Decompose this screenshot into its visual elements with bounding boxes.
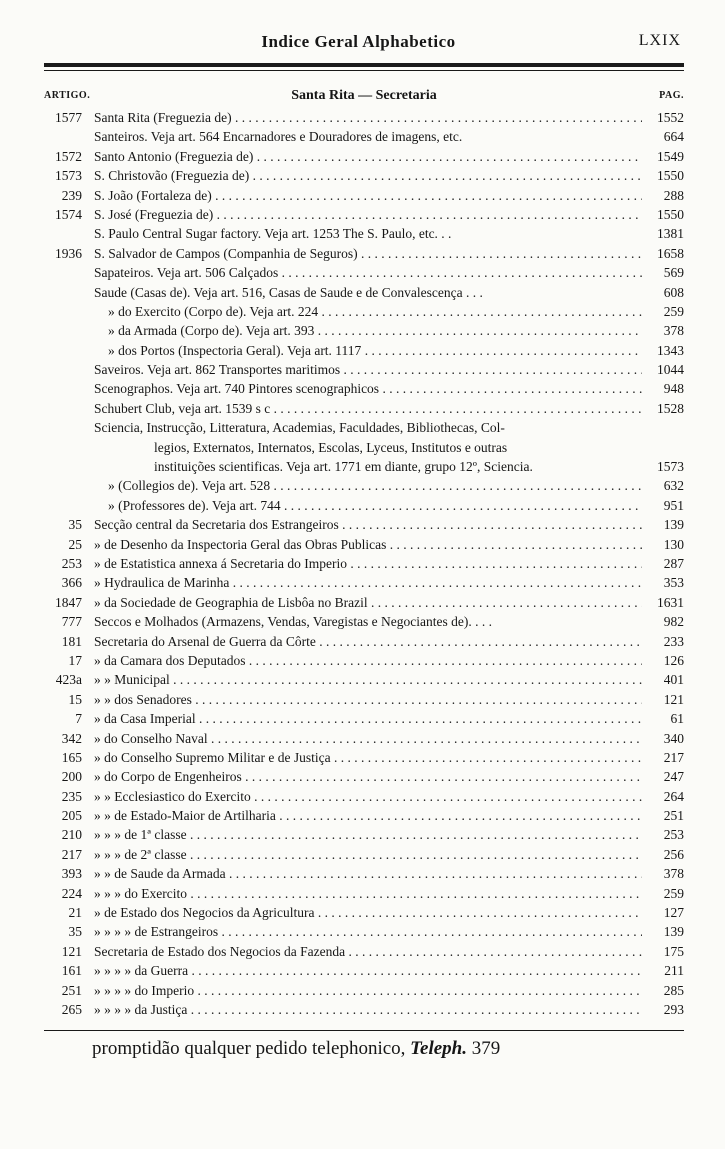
row-article-number: 7 bbox=[75, 711, 82, 727]
footer-text: promptidão qualquer pedido telephonico, bbox=[92, 1038, 406, 1059]
row-entry-text: » do Exercito (Corpo de). Veja art. 224 . . . bbox=[94, 302, 642, 321]
row-entry-text: » do Corpo de Engenheiros . . . bbox=[94, 767, 642, 786]
index-row bbox=[44, 806, 684, 825]
row-page-number: 982 bbox=[663, 614, 684, 630]
row-entry-text: » de Estatistica annexa á Secretaria do Imperio . . . bbox=[94, 554, 642, 573]
index-row bbox=[44, 864, 684, 883]
section-title: Santa Rita — Secretaria bbox=[291, 88, 437, 103]
header-rule-thick bbox=[44, 63, 684, 67]
index-row bbox=[44, 302, 684, 321]
index-row bbox=[44, 612, 684, 631]
row-page-number: 1550 bbox=[657, 206, 684, 222]
row-article-number: 15 bbox=[68, 691, 82, 707]
row-page-number: 259 bbox=[663, 303, 684, 319]
row-page-number: 1044 bbox=[657, 362, 684, 378]
row-page-number: 253 bbox=[663, 827, 684, 843]
index-row bbox=[44, 845, 684, 864]
row-page-number: 1552 bbox=[657, 110, 684, 125]
page-number: LXIX bbox=[638, 32, 681, 49]
row-page-number: 948 bbox=[663, 381, 684, 397]
row-page-number: 401 bbox=[663, 672, 684, 688]
row-entry-text: » » » do Exercito . . . bbox=[94, 884, 642, 903]
row-entry-text: » de Desenho da Inspectoria Geral das Obras Publicas . . . bbox=[94, 535, 642, 554]
index-row bbox=[44, 748, 684, 767]
row-page-number: 139 bbox=[663, 924, 684, 940]
row-entry-text: » » » » do Imperio . . . bbox=[94, 981, 642, 1000]
index-row bbox=[44, 651, 684, 670]
index-row bbox=[44, 942, 684, 961]
row-entry-text: S. Salvador de Campos (Companhia de Seguros) . . . bbox=[94, 244, 642, 263]
row-page-number: 951 bbox=[663, 497, 684, 513]
row-article-number: 393 bbox=[61, 866, 82, 882]
index-row bbox=[44, 767, 684, 786]
row-page-number: 175 bbox=[663, 943, 684, 959]
row-entry-text: Seccos e Molhados (Armazens, Vendas, Varegistas e Negociantes de). . . . bbox=[94, 614, 493, 630]
row-article-number: 1572 bbox=[55, 148, 82, 164]
row-page-number: 264 bbox=[663, 788, 684, 804]
row-article-number: 777 bbox=[61, 614, 82, 630]
row-page-number: 1528 bbox=[657, 400, 684, 416]
row-entry-text: » (Collegios de). Veja art. 528 . . . bbox=[94, 476, 642, 495]
row-entry-text: S. João (Fortaleza de) . . . bbox=[94, 186, 642, 205]
column-headings bbox=[44, 88, 684, 108]
row-page-number: 664 bbox=[663, 129, 684, 145]
index-row bbox=[44, 709, 684, 728]
row-page-number: 126 bbox=[663, 652, 684, 668]
row-article-number: 35 bbox=[68, 517, 82, 533]
row-entry-text: S. Christovão (Freguezia de) . . . bbox=[94, 166, 642, 185]
index-row bbox=[44, 205, 684, 224]
row-article-number: 121 bbox=[61, 943, 82, 959]
row-page-number: 378 bbox=[663, 866, 684, 882]
row-entry-text: Santa Rita (Freguezia de) . . . bbox=[94, 108, 642, 127]
row-page-number: 340 bbox=[663, 730, 684, 746]
index-row bbox=[44, 729, 684, 748]
index-row bbox=[44, 108, 684, 127]
row-article-number: 35 bbox=[68, 924, 82, 940]
row-entry-text: » » dos Senadores . . . bbox=[94, 690, 642, 709]
row-entry-text: Schubert Club, veja art. 1539 s c . . . bbox=[94, 399, 642, 418]
row-article-number: 1577 bbox=[55, 110, 82, 125]
row-article-number: 217 bbox=[61, 846, 82, 862]
row-entry-text: S. José (Freguezia de) . . . bbox=[94, 205, 642, 224]
row-entry-text: » » » » de Estrangeiros . . . bbox=[94, 922, 642, 941]
row-entry-text: Santo Antonio (Freguezia de) . . . bbox=[94, 147, 642, 166]
row-page-number: 251 bbox=[663, 808, 684, 824]
row-entry-text: » Hydraulica de Marinha . . . bbox=[94, 573, 642, 592]
row-article-number: 165 bbox=[61, 749, 82, 765]
row-page-number: 287 bbox=[663, 555, 684, 571]
row-entry-text: » » de Saude da Armada . . . bbox=[94, 864, 642, 883]
row-article-number: 1936 bbox=[55, 245, 82, 261]
row-page-number: 288 bbox=[663, 187, 684, 203]
row-entry-text: » da Sociedade de Geographia de Lisbôa no Brazil . . . bbox=[94, 593, 642, 612]
index-row bbox=[44, 418, 684, 437]
row-page-number: 256 bbox=[663, 846, 684, 862]
running-head bbox=[36, 32, 681, 58]
row-article-number: 253 bbox=[61, 555, 82, 571]
row-page-number: 1550 bbox=[657, 168, 684, 184]
row-entry-text: legios, Externatos, Internatos, Escolas, Lyceus, Institutos e outras bbox=[154, 439, 508, 455]
index-row bbox=[44, 884, 684, 903]
row-page-number: 121 bbox=[663, 691, 684, 707]
row-page-number: 353 bbox=[663, 575, 684, 591]
index-row bbox=[44, 379, 684, 398]
row-entry-text: Scenographos. Veja art. 740 Pintores scenographicos . . . bbox=[94, 379, 642, 398]
row-page-number: 608 bbox=[663, 284, 684, 300]
index-row bbox=[44, 593, 684, 612]
index-row bbox=[44, 961, 684, 980]
row-entry-text: » dos Portos (Inspectoria Geral). Veja art. 1117 . . . bbox=[94, 341, 642, 360]
row-entry-text: » » » de 2ª classe . . . bbox=[94, 845, 642, 864]
index-row bbox=[44, 922, 684, 941]
index-row bbox=[44, 360, 684, 379]
index-row bbox=[44, 903, 684, 922]
row-article-number: 161 bbox=[61, 963, 82, 979]
row-page-number: 139 bbox=[663, 517, 684, 533]
row-entry-text: Secretaria de Estado dos Negocios da Fazenda . . . bbox=[94, 942, 642, 961]
index-row bbox=[44, 825, 684, 844]
row-entry-text: instituições scientificas. Veja art. 1771 em diante, grupo 12º, Sciencia. bbox=[154, 459, 533, 475]
row-page-number: 259 bbox=[663, 885, 684, 901]
row-entry-text: » do Conselho Supremo Militar e de Justiça . . . bbox=[94, 748, 642, 767]
row-page-number: 1343 bbox=[657, 342, 684, 358]
index-entries bbox=[44, 108, 684, 1019]
row-entry-text: Secretaria do Arsenal de Guerra da Côrte . . . bbox=[94, 632, 642, 651]
row-article-number: 21 bbox=[68, 905, 82, 921]
index-row bbox=[44, 515, 684, 534]
row-article-number: 366 bbox=[61, 575, 82, 591]
row-page-number: 1573 bbox=[657, 459, 684, 475]
row-page-number: 1381 bbox=[657, 226, 684, 242]
row-entry-text: Secção central da Secretaria dos Estrangeiros . . . bbox=[94, 515, 642, 534]
row-page-number: 127 bbox=[663, 905, 684, 921]
index-row bbox=[44, 457, 684, 476]
index-row bbox=[44, 127, 684, 146]
row-article-number: 342 bbox=[61, 730, 82, 746]
row-page-number: 61 bbox=[670, 711, 684, 727]
row-article-number: 25 bbox=[68, 536, 82, 552]
row-article-number: 224 bbox=[61, 885, 82, 901]
row-article-number: 210 bbox=[61, 827, 82, 843]
index-row bbox=[44, 147, 684, 166]
index-row bbox=[44, 1000, 684, 1019]
row-entry-text: Sapateiros. Veja art. 506 Calçados . . . bbox=[94, 263, 642, 282]
row-article-number: 251 bbox=[61, 982, 82, 998]
footer-italic: Teleph. bbox=[410, 1038, 467, 1059]
index-row bbox=[44, 535, 684, 554]
index-row bbox=[44, 438, 684, 457]
row-entry-text: » » » de 1ª classe . . . bbox=[94, 825, 642, 844]
row-entry-text: » do Conselho Naval . . . bbox=[94, 729, 642, 748]
row-entry-text: » da Camara dos Deputados . . . bbox=[94, 651, 642, 670]
row-article-number: 17 bbox=[68, 652, 82, 668]
row-entry-text: Saveiros. Veja art. 862 Transportes maritimos . . . bbox=[94, 360, 642, 379]
index-row bbox=[44, 166, 684, 185]
index-row bbox=[44, 554, 684, 573]
index-row bbox=[44, 476, 684, 495]
row-page-number: 293 bbox=[663, 1001, 684, 1017]
index-row bbox=[44, 263, 684, 282]
index-row bbox=[44, 399, 684, 418]
artigo-heading: ARTIGO. bbox=[44, 90, 91, 101]
row-article-number: 205 bbox=[61, 808, 82, 824]
index-row bbox=[44, 632, 684, 651]
row-entry-text: » » » » da Guerra . . . bbox=[94, 961, 642, 980]
index-row bbox=[44, 690, 684, 709]
footer-line bbox=[92, 1038, 652, 1060]
row-entry-text: » » de Estado-Maior de Artilharia . . . bbox=[94, 806, 642, 825]
row-entry-text: » (Professores de). Veja art. 744 . . . bbox=[94, 496, 642, 515]
row-article-number: 1573 bbox=[55, 168, 82, 184]
row-entry-text: » de Estado dos Negocios da Agricultura . . . bbox=[94, 903, 642, 922]
index-row bbox=[44, 496, 684, 515]
index-row bbox=[44, 787, 684, 806]
row-article-number: 235 bbox=[61, 788, 82, 804]
row-page-number: 1631 bbox=[657, 594, 684, 610]
row-article-number: 239 bbox=[61, 187, 82, 203]
row-page-number: 247 bbox=[663, 769, 684, 785]
row-article-number: 265 bbox=[61, 1001, 82, 1017]
index-row bbox=[44, 283, 684, 302]
footer-number: 379 bbox=[471, 1038, 501, 1059]
index-row bbox=[44, 186, 684, 205]
row-page-number: 1658 bbox=[657, 245, 684, 261]
row-entry-text: » da Armada (Corpo de). Veja art. 393 . . . bbox=[94, 321, 642, 340]
row-page-number: 569 bbox=[663, 265, 684, 281]
row-article-number: 200 bbox=[61, 769, 82, 785]
index-row bbox=[44, 670, 684, 689]
row-page-number: 211 bbox=[664, 963, 684, 979]
row-page-number: 1549 bbox=[657, 148, 684, 164]
index-row bbox=[44, 573, 684, 592]
row-entry-text: Santeiros. Veja art. 564 Encarnadores e Douradores de imagens, etc. bbox=[94, 129, 463, 145]
row-article-number: 423a bbox=[55, 672, 82, 688]
page-title: Indice Geral Alphabetico bbox=[261, 32, 456, 51]
row-entry-text: Saude (Casas de). Veja art. 516, Casas de Saude e de Convalescença . . . bbox=[94, 284, 483, 300]
row-page-number: 378 bbox=[663, 323, 684, 339]
row-entry-text: » » Ecclesiastico do Exercito . . . bbox=[94, 787, 642, 806]
pag-heading: PAG. bbox=[659, 90, 684, 101]
row-page-number: 217 bbox=[663, 749, 684, 765]
row-entry-text: S. Paulo Central Sugar factory. Veja art. 1253 The S. Paulo, etc. . . bbox=[94, 226, 452, 242]
row-article-number: 1574 bbox=[55, 206, 82, 222]
row-page-number: 632 bbox=[663, 478, 684, 494]
footer-rule bbox=[44, 1030, 684, 1031]
row-entry-text: » » » » da Justiça . . . bbox=[94, 1000, 642, 1019]
index-row bbox=[44, 224, 684, 243]
row-page-number: 233 bbox=[663, 633, 684, 649]
row-entry-text: » » Municipal . . . bbox=[94, 670, 642, 689]
index-row bbox=[44, 981, 684, 1000]
row-article-number: 181 bbox=[61, 633, 82, 649]
row-page-number: 130 bbox=[663, 536, 684, 552]
row-entry-text: » da Casa Imperial . . . bbox=[94, 709, 642, 728]
index-row bbox=[44, 321, 684, 340]
index-row bbox=[44, 244, 684, 263]
index-row bbox=[44, 341, 684, 360]
row-page-number: 285 bbox=[663, 982, 684, 998]
header-rule-thin bbox=[44, 70, 684, 71]
row-entry-text: Sciencia, Instrucção, Litteratura, Academias, Faculdades, Bibliothecas, Col- bbox=[94, 420, 505, 436]
row-article-number: 1847 bbox=[55, 594, 82, 610]
